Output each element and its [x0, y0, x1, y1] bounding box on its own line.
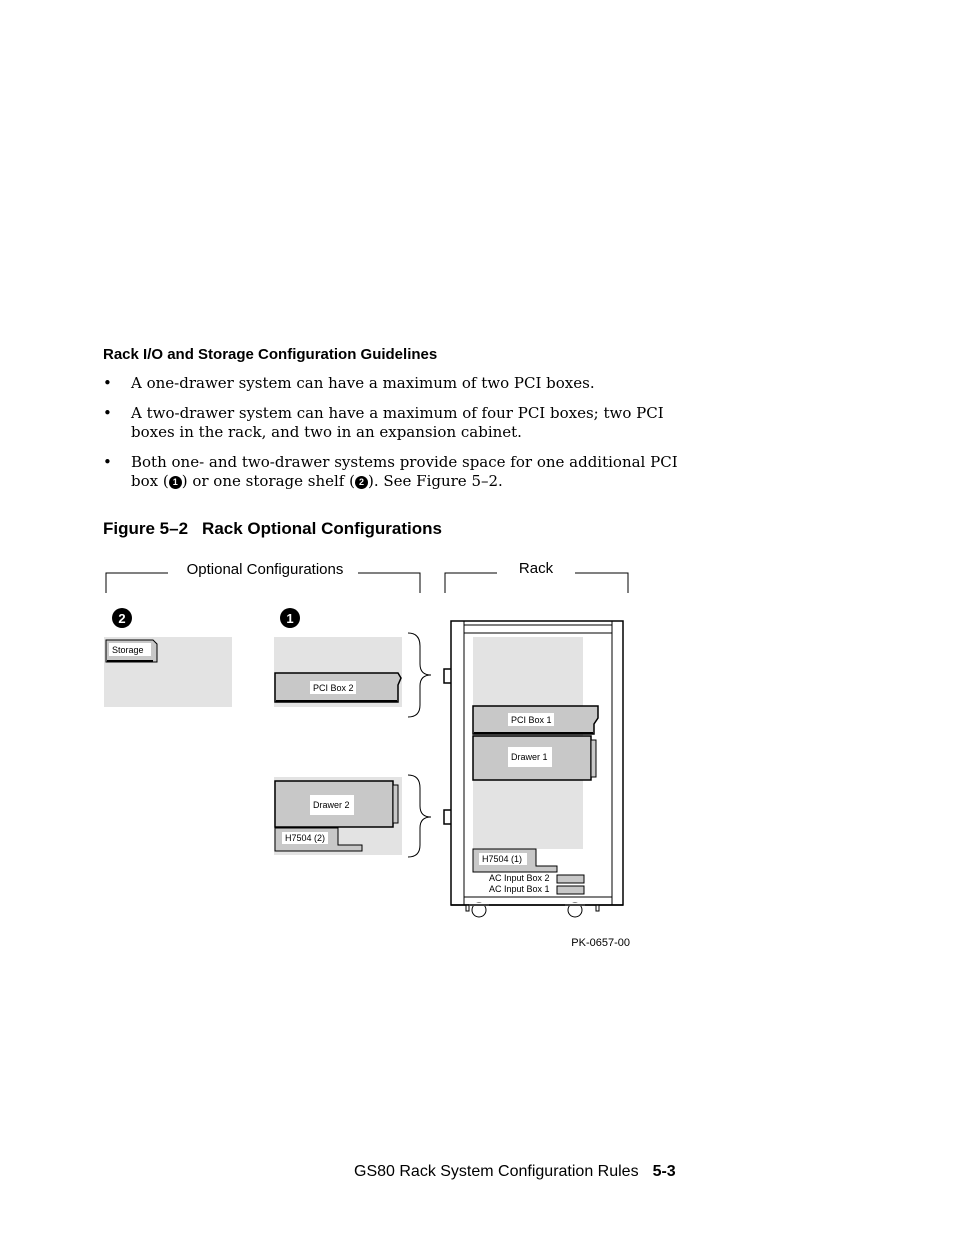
h7504-2-label: H7504 (2) — [285, 833, 326, 843]
bullet-icon: • — [103, 374, 112, 392]
bullet-text-start: Both one- and two-drawer systems provide space for one additional PCI box ( — [131, 452, 678, 490]
bullet-text: A two-drawer system can have a maximum of four PCI boxes; two PCI boxes in the rack, and two in an expansion cabinet. — [131, 403, 664, 441]
rack-label: Rack — [518, 560, 554, 577]
h7504-1-label: H7504 (1) — [482, 854, 523, 864]
section-title: Rack I/O and Storage Configuration Guidelines — [103, 346, 438, 363]
pci-box-1-label: PCI Box 1 — [511, 715, 552, 725]
callout-1-badge — [280, 608, 300, 628]
optional-configurations-label: Optional Configurations — [186, 561, 344, 578]
callout-1-number: 1 — [286, 611, 294, 626]
bullet-text: A one-drawer system can have a maximum of two PCI boxes. — [131, 374, 595, 392]
drawer-2-label: Drawer 2 — [313, 800, 350, 810]
pci-box-option — [274, 637, 402, 707]
drawer-1-label: Drawer 1 — [511, 752, 548, 762]
callout-2-inline: 2 — [355, 476, 368, 489]
part-number: PK-0657-00 — [571, 937, 630, 949]
page-number: 5-3 — [652, 1163, 676, 1180]
drawer-option — [274, 777, 402, 855]
ac-input-box-1-label: AC Input Box 1 — [489, 884, 550, 894]
brace-icon — [408, 633, 431, 857]
storage-option — [104, 637, 232, 707]
callout-2-number: 2 — [118, 611, 126, 626]
callout-2-badge — [112, 608, 132, 628]
bullet-text-middle: ) or one storage shelf ( — [181, 472, 355, 490]
figure-number: Figure 5–2 — [103, 519, 189, 538]
pci-box-2-label: PCI Box 2 — [313, 683, 354, 693]
storage-label: Storage — [112, 645, 144, 655]
bullet-text-end: ). See Figure 5–2. — [367, 472, 503, 490]
bullet-icon: • — [103, 452, 112, 471]
rack-cabinet — [451, 621, 623, 917]
footer-chapter-title: GS80 Rack System Configuration Rules — [354, 1163, 639, 1180]
page-footer — [354, 1163, 676, 1181]
ac-input-box-2-label: AC Input Box 2 — [489, 873, 550, 883]
callout-1-inline: 1 — [169, 476, 182, 489]
figure-title: Rack Optional Configurations — [202, 519, 442, 538]
bullet-icon: • — [103, 403, 112, 422]
